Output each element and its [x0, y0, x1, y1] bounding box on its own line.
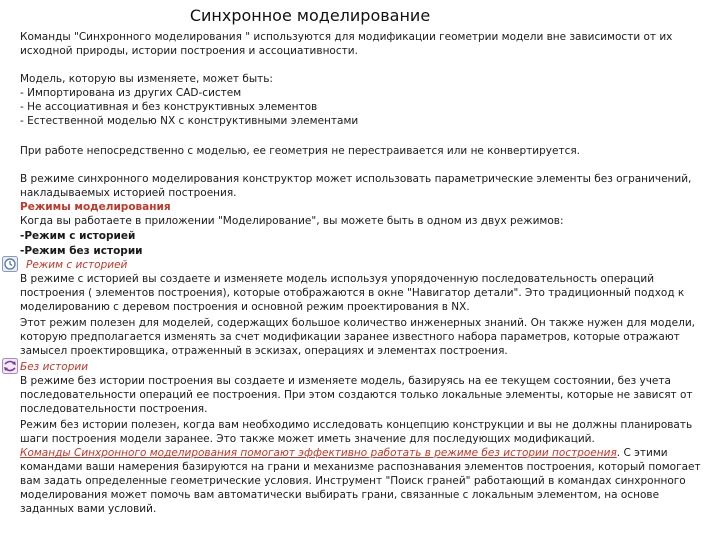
direct-work-paragraph: При работе непосредственно с моделью, ее геометрия не перестраивается или не конвертируется.	[20, 145, 581, 157]
final-red-text: Команды Синхронного моделирования помогают эффективно работать в режиме без истории построения	[20, 447, 617, 459]
page-title: Синхронное моделирование	[189, 6, 431, 25]
no-history-paragraph: В режиме без истории построения вы создаете и изменяете модель, базируясь на ее текущем состоянии, без учета последовательности операций ее построения. При этом создаются только локальные элементы, которые не зависят от последовательности построения.	[20, 375, 693, 415]
modes-heading: Режимы моделирования	[20, 201, 171, 213]
history-clock-icon	[2, 256, 18, 272]
no-history-useful-paragraph: Режим без истории полезен, когда вам необходимо исследовать концепцию конструкции и вы не должны планировать шаги построения модели заранее. Это также может иметь значение для последующих модификаций.	[20, 419, 693, 445]
sync-mode-paragraph: В режиме синхронного моделирования конструктор может использовать параметрические элементы без ограничений, накладываемых историей построения.	[20, 173, 692, 199]
list-item: - Импортирована из других CAD-систем	[20, 87, 242, 99]
final-paragraph	[20, 446, 704, 516]
mode-with-history: -Режим с историей	[20, 230, 136, 242]
history-heading: Режим с историей	[26, 259, 128, 271]
list-item: - Не ассоциативная и без конструктивных элементов	[20, 101, 318, 113]
no-history-arrows-icon	[2, 358, 18, 374]
list-item: - Естественной моделью NX с конструктивными элементами	[20, 115, 359, 127]
final-rest-text: . С этими командами ваши намерения базируются на грани и механизме распознавания элементов построения, который помогает вам задать определенные геометрические условия. Инструмент "Поиск граней" работающий в командах синхронного моделирования может помочь вам автоматически выбирать грани, связанные с локальным элементом, на основе заданных вами условий.	[20, 447, 701, 515]
mode-without-history: -Режим без истории	[20, 245, 143, 257]
no-history-heading: Без истории	[20, 361, 89, 373]
model-can-be-text: Модель, которую вы изменяете, может быть:	[20, 73, 273, 85]
intro-paragraph: Команды "Синхронного моделирования " используются для модификации геометрии модели вне зависимости от их исходной природы, истории построения и ассоциативности.	[20, 31, 673, 57]
modes-intro: Когда вы работаете в приложении "Моделирование", вы можете быть в одном из двух режимов:	[20, 215, 564, 227]
history-paragraph: В режиме с историей вы создаете и изменяете модель используя упорядоченную последовательность операций построения ( элементов построения), которые отображаются в окне "Навигатор детали". Это традиционный подход к моделированию с деревом построения и основной режим проектирования в NX.	[20, 273, 685, 313]
history-useful-paragraph: Этот режим полезен для моделей, содержащих большое количество инженерных знаний. Он также нужен для модели, которую предполагается изменять за счет модификации заранее известного набора параметров, которые отражают замысел проектировщика, отраженный в эскизах, операциях и элементах построения.	[20, 317, 695, 357]
